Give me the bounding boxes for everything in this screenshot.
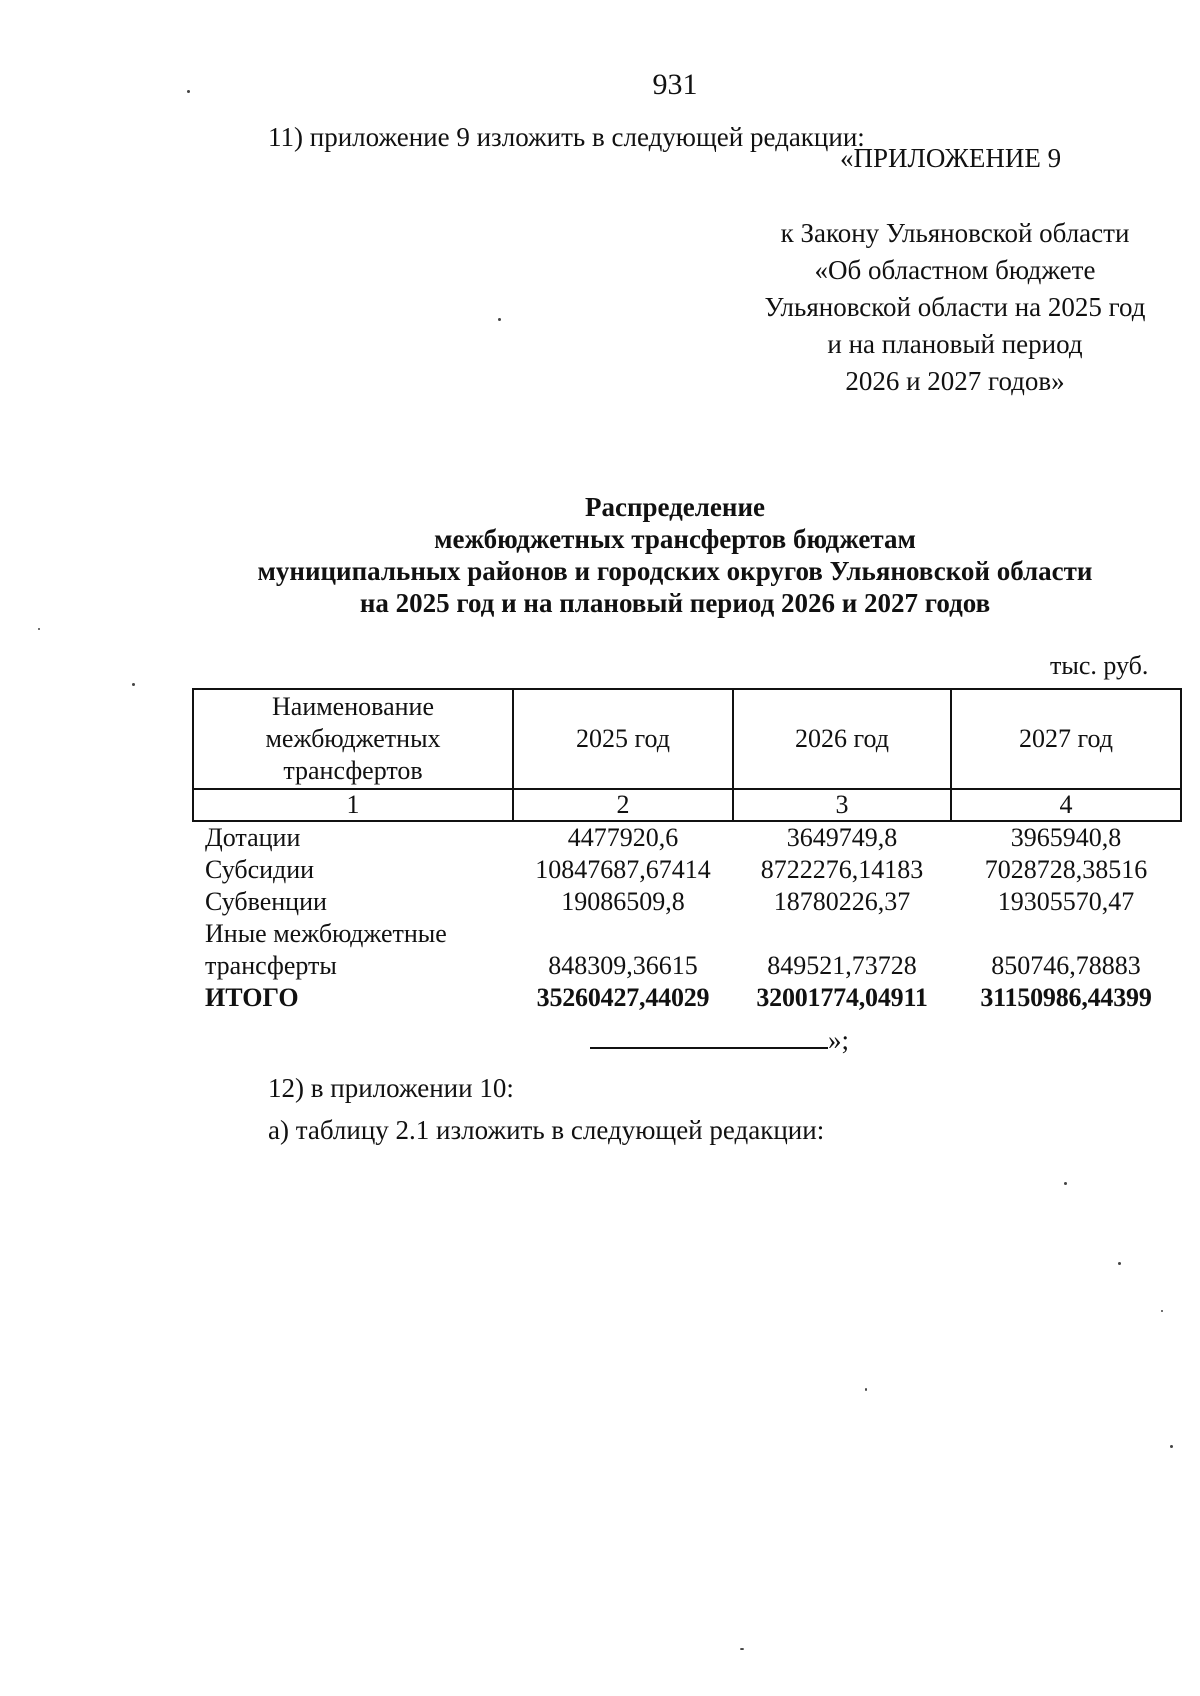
table-row — [193, 886, 1181, 918]
header-transfer-name: Наименование межбюджетных трансфертов — [193, 689, 513, 789]
transfers-table — [192, 688, 1182, 1014]
item-12-text: 12) в приложении 10: — [268, 1073, 514, 1103]
heading-line: межбюджетных трансфертов бюджетам — [434, 524, 916, 554]
column-number: 1 — [193, 789, 513, 821]
scan-speck — [1064, 1182, 1067, 1185]
value-2025: 4477920,6 — [567, 823, 679, 852]
table-row — [193, 821, 1181, 854]
scan-speck — [187, 90, 190, 93]
heading-line: Распределение — [584, 492, 766, 522]
value-2027: 19305570,47 — [997, 887, 1135, 916]
total-2025: 35260427,44029 — [536, 983, 710, 1012]
column-number: 4 — [951, 789, 1181, 821]
scan-speck — [1118, 1262, 1121, 1265]
units-label: тыс. руб. — [1050, 651, 1149, 680]
closing-mark — [590, 1025, 849, 1056]
value-2025: 848309,36615 — [548, 951, 698, 980]
scan-speck — [1170, 1445, 1173, 1448]
closing-quote: »; — [828, 1025, 850, 1055]
heading-line: муниципальных районов и городских округов Ульяновской области — [257, 556, 1093, 586]
scan-speck — [498, 318, 501, 321]
total-2026: 32001774,04911 — [756, 983, 928, 1012]
row-name-line: трансферты — [205, 951, 337, 980]
closing-underline — [590, 1027, 828, 1049]
table-header-row — [193, 689, 1181, 789]
total-row — [193, 982, 1181, 1014]
value-2026: 18780226,37 — [773, 887, 911, 916]
value-2026: 8722276,14183 — [760, 855, 924, 884]
header-2027: 2027 год — [951, 689, 1181, 789]
law-reference-line: 2026 и 2027 годов» — [845, 366, 1065, 396]
value-2026: 3649749,8 — [786, 823, 898, 852]
total-2027: 31150986,44399 — [980, 983, 1152, 1012]
scan-speck — [740, 1648, 744, 1650]
value-2026: 849521,73728 — [767, 951, 917, 980]
value-2025: 19086509,8 — [561, 887, 685, 916]
document-heading — [150, 491, 1200, 619]
scan-speck — [1161, 1310, 1163, 1312]
total-label: ИТОГО — [205, 983, 299, 1012]
row-name-line: Иные межбюджетные — [205, 919, 447, 948]
value-2027: 3965940,8 — [1010, 823, 1122, 852]
scan-speck — [38, 628, 40, 630]
law-reference — [720, 215, 1190, 400]
item-12a-text: а) таблицу 2.1 изложить в следующей редакции: — [268, 1115, 825, 1145]
law-reference-line: Ульяновской области на 2025 год — [764, 292, 1146, 322]
column-number: 3 — [733, 789, 951, 821]
value-2027: 7028728,38516 — [984, 855, 1148, 884]
scan-speck — [132, 683, 135, 686]
appendix-title: «ПРИЛОЖЕНИЕ 9 — [840, 143, 1062, 173]
table-row — [193, 854, 1181, 886]
heading-line: на 2025 год и на плановый период 2026 и 2027 годов — [359, 588, 991, 618]
row-name — [193, 918, 513, 982]
table-row — [193, 918, 1181, 982]
column-number: 2 — [513, 789, 733, 821]
item-11-text: 11) приложение 9 изложить в следующей редакции: — [268, 122, 865, 152]
row-name: Субвенции — [205, 887, 327, 916]
scan-speck — [865, 1388, 867, 1391]
header-2025: 2025 год — [513, 689, 733, 789]
column-number-row — [193, 789, 1181, 821]
header-2026: 2026 год — [733, 689, 951, 789]
row-name: Дотации — [205, 823, 301, 852]
row-name: Субсидии — [205, 855, 315, 884]
value-2027: 850746,78883 — [991, 951, 1141, 980]
law-reference-line: к Закону Ульяновской области — [780, 218, 1130, 248]
law-reference-line: «Об областном бюджете — [814, 255, 1096, 285]
law-reference-line: и на плановый период — [827, 329, 1083, 359]
page-number: 931 — [652, 68, 698, 101]
value-2025: 10847687,67414 — [535, 855, 711, 884]
